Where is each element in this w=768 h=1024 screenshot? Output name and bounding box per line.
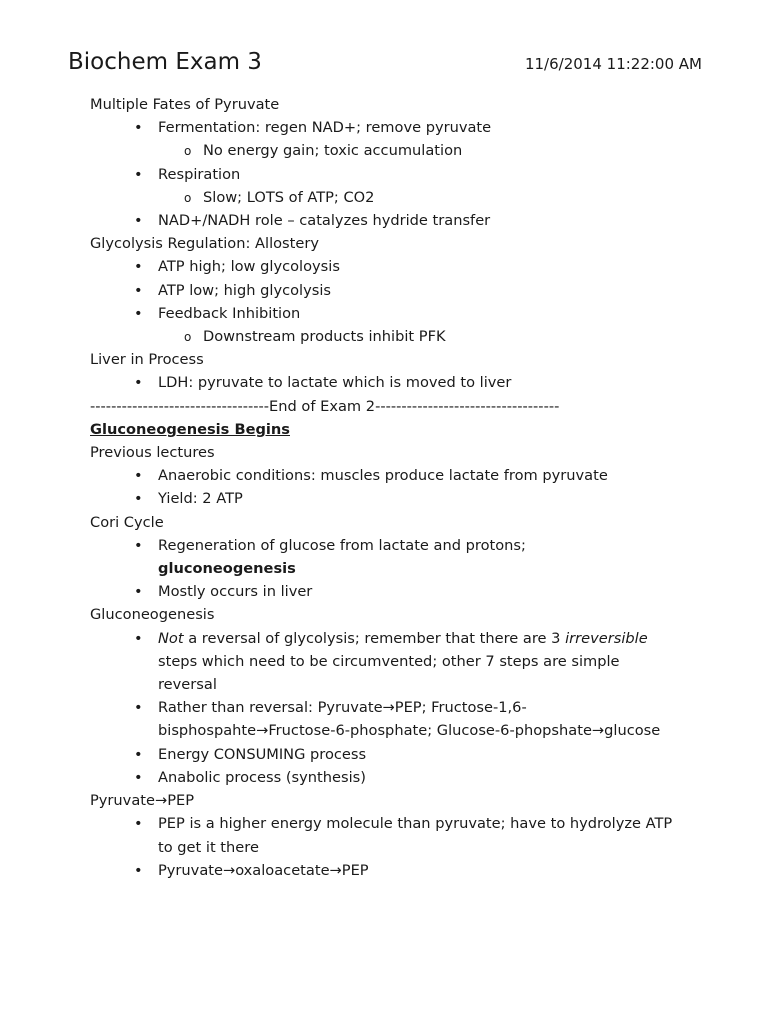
document-title: Biochem Exam 3 (68, 49, 262, 75)
list-subitem (90, 186, 720, 209)
bullet-marker: • (134, 629, 143, 647)
list-item (90, 464, 673, 487)
list-item-text: PEP is a higher energy molecule than pyruvate; have to hydrolyze ATP to get it there (158, 815, 673, 856)
list-item-text: steps which need to be circumvented; other 7 steps are simple reversal (158, 652, 620, 694)
bullet-marker: • (134, 536, 143, 554)
section-title-gluconeogenesis: Gluconeogenesis Begins (90, 420, 290, 438)
sub-bullet-marker: o (184, 190, 192, 205)
list-item-text: Regeneration of glucose from lactate and protons; (158, 536, 526, 554)
bullet-marker: • (134, 490, 143, 508)
heading-cori-cycle: Cori Cycle (90, 513, 164, 531)
bullet-marker: • (134, 745, 143, 763)
heading-pyruvate-to-pep: Pyruvate→PEP (90, 792, 195, 810)
list-item (90, 371, 673, 394)
list-item-text: Mostly occurs in liver (158, 583, 313, 601)
notes-body (90, 93, 720, 882)
list-item (90, 487, 673, 510)
bullet-marker: • (134, 768, 143, 786)
list-item (90, 627, 673, 697)
list-item (90, 116, 673, 139)
document-timestamp: 11/6/2014 11:22:00 AM (524, 55, 702, 73)
heading-gluconeogenesis: Gluconeogenesis (90, 606, 215, 624)
list-item-text: a reversal of glycolysis; remember that there are 3 (183, 629, 566, 647)
list-item-text: Fermentation: regen NAD+; remove pyruvate (158, 119, 492, 137)
list-item (90, 696, 673, 742)
list-item-text: LDH: pyruvate to lactate which is moved to liver (158, 374, 512, 392)
bullet-marker: • (134, 861, 143, 879)
list-item (90, 859, 673, 882)
bullet-marker: • (134, 374, 143, 392)
list-item (90, 580, 673, 603)
bullet-marker: • (134, 815, 143, 833)
document-header (68, 47, 702, 77)
list-item (90, 209, 673, 232)
list-subitem (90, 325, 720, 348)
list-item-text: Yield: 2 ATP (158, 490, 243, 508)
list-item-text: Slow; LOTS of ATP; CO2 (203, 188, 375, 206)
list-item-emphasis: gluconeogenesis (158, 560, 296, 578)
bullet-marker: • (134, 281, 143, 299)
sub-bullet-marker: o (184, 330, 192, 345)
bullet-marker: • (134, 304, 143, 322)
list-item-text: Anabolic process (synthesis) (158, 768, 366, 786)
list-item (90, 279, 673, 302)
heading-previous-lectures: Previous lectures (90, 444, 215, 462)
list-item-emphasis: irreversible (565, 629, 648, 647)
list-item-text: No energy gain; toxic accumulation (203, 142, 463, 160)
list-item-text: Feedback Inhibition (158, 304, 301, 322)
list-item (90, 743, 673, 766)
list-item-text: Downstream products inhibit PFK (203, 328, 446, 346)
list-item (90, 255, 673, 278)
heading-glycolysis-regulation: Glycolysis Regulation: Allostery (90, 235, 319, 253)
bullet-marker: • (134, 258, 143, 276)
bullet-marker: • (134, 467, 143, 485)
list-item-text: Anaerobic conditions: muscles produce lactate from pyruvate (158, 467, 608, 485)
list-item-text: Energy CONSUMING process (158, 745, 367, 763)
bullet-marker: • (134, 699, 143, 717)
list-item (90, 766, 673, 789)
list-item (90, 812, 673, 858)
list-item-text: ATP high; low glycoloysis (158, 258, 340, 276)
list-item (90, 302, 673, 325)
heading-fates-of-pyruvate: Multiple Fates of Pyruvate (90, 96, 280, 113)
list-item-text: ATP low; high glycolysis (158, 281, 331, 299)
bullet-marker: • (134, 165, 143, 183)
list-item-text: Respiration (158, 165, 241, 183)
heading-liver-in-process: Liver in Process (90, 351, 204, 369)
list-item-text: NAD+/NADH role – catalyzes hydride transfer (158, 212, 491, 230)
list-item-text: Pyruvate→oxaloacetate→PEP (158, 861, 369, 879)
bullet-marker: • (134, 119, 143, 137)
list-item-text: Rather than reversal: Pyruvate→PEP; Fructose-1,6-bisphospahte→Fructose-6-phosphate; Glucose-6-phopshate→glucose (158, 699, 661, 740)
list-item (90, 534, 673, 580)
bullet-marker: • (134, 583, 143, 601)
list-subitem (90, 139, 720, 162)
end-of-exam-divider: ----------------------------------End of Exam 2----------------------------------- (90, 397, 560, 415)
list-item (90, 163, 673, 186)
sub-bullet-marker: o (184, 144, 192, 159)
bullet-marker: • (134, 212, 143, 230)
list-item-emphasis: Not (158, 629, 184, 647)
